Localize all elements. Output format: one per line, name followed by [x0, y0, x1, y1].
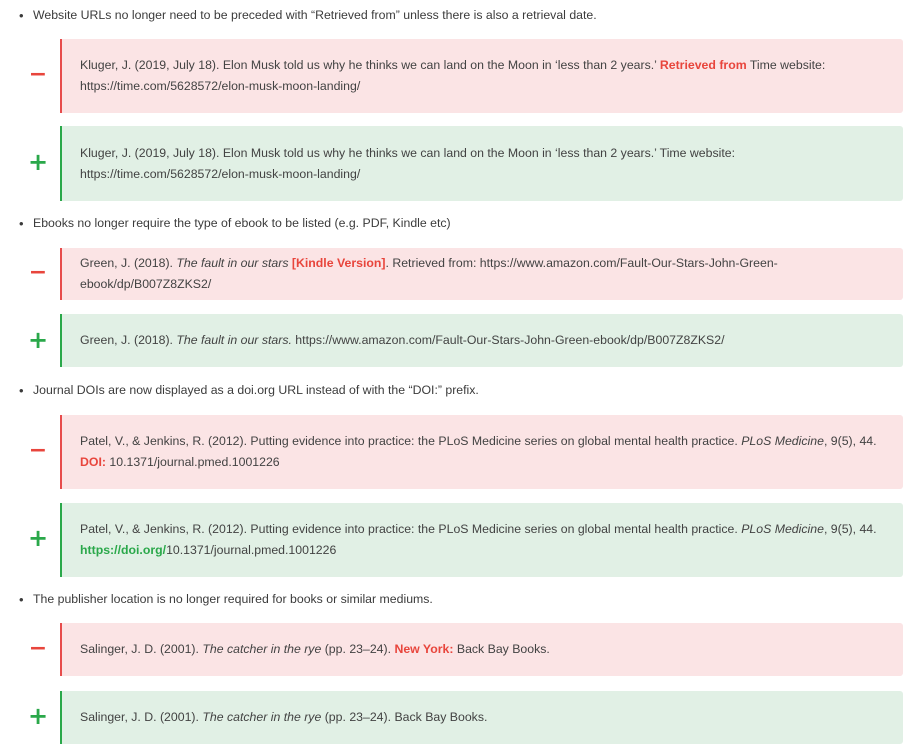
removed-citation	[60, 415, 903, 489]
plus-icon: +	[28, 524, 49, 552]
citation-text: Green, J. (2018). The fault in our stars. https://www.amazon.com/Fault-Our-Stars-John-Green-ebook/dp/B007Z8ZKS2/	[80, 333, 725, 347]
plus-icon: +	[28, 148, 49, 176]
bullet-item: • The publisher location is no longer required for books or similar mediums.	[20, 592, 433, 606]
minus-icon: −	[28, 438, 48, 463]
minus-icon: −	[28, 636, 48, 661]
removed-highlight: [Kindle Version]	[288, 256, 386, 270]
bullet-item: • Journal DOIs are now displayed as a doi.org URL instead of with the “DOI:” prefix.	[20, 383, 479, 397]
plus-icon: +	[28, 702, 49, 730]
citation-text: Kluger, J. (2019, July 18). Elon Musk told us why he thinks we can land on the Moon in ‘less than 2 years.’ Time website: https://time.com/5628572/elon-musk-moon-landing/	[80, 145, 736, 181]
citation-text: Salinger, J. D. (2001). The catcher in the rye (pp. 23–24). Back Bay Books.	[80, 710, 488, 724]
added-highlight: https://doi.org/	[80, 543, 167, 557]
citation-text: Patel, V., & Jenkins, R. (2012). Putting evidence into practice: the PLoS Medicine series on global mental health practice. PLoS Medicine, 9(5), 44. https://doi.org/10.1371/journal.pmed.1001226	[80, 522, 877, 557]
removed-highlight: DOI:	[80, 455, 106, 469]
bullet-item: • Ebooks no longer require the type of ebook to be listed (e.g. PDF, Kindle etc)	[20, 216, 451, 230]
bullet-item: • Website URLs no longer need to be preceded with “Retrieved from” unless there is also a retrieval date.	[20, 8, 597, 22]
citation-text: Green, J. (2018). The fault in our stars [Kindle Version]. Retrieved from: https://www.amazon.com/Fault-Our-Stars-John-Green-ebook/dp/B007Z8ZKS2/	[80, 256, 778, 291]
removed-citation	[60, 39, 903, 113]
added-citation	[60, 314, 903, 367]
minus-icon: −	[28, 260, 48, 285]
citation-text: Kluger, J. (2019, July 18). Elon Musk told us why he thinks we can land on the Moon in ‘less than 2 years.’ Retrieved from Time website: https://time.com/5628572/elon-musk-moon-landing/	[80, 58, 826, 93]
removed-highlight: New York:	[394, 642, 454, 656]
citation-text: Salinger, J. D. (2001). The catcher in the rye (pp. 23–24). New York: Back Bay Books.	[80, 642, 550, 656]
plus-icon: +	[28, 326, 49, 354]
added-citation	[60, 503, 903, 577]
added-citation	[60, 691, 903, 744]
removed-highlight: Retrieved from	[659, 58, 747, 72]
removed-citation	[60, 248, 903, 300]
minus-icon: −	[28, 62, 48, 87]
citation-text: Patel, V., & Jenkins, R. (2012). Putting evidence into practice: the PLoS Medicine series on global mental health practice. PLoS Medicine, 9(5), 44. DOI: 10.1371/journal.pmed.1001226	[80, 434, 877, 469]
added-citation	[60, 126, 903, 201]
removed-citation	[60, 623, 903, 676]
